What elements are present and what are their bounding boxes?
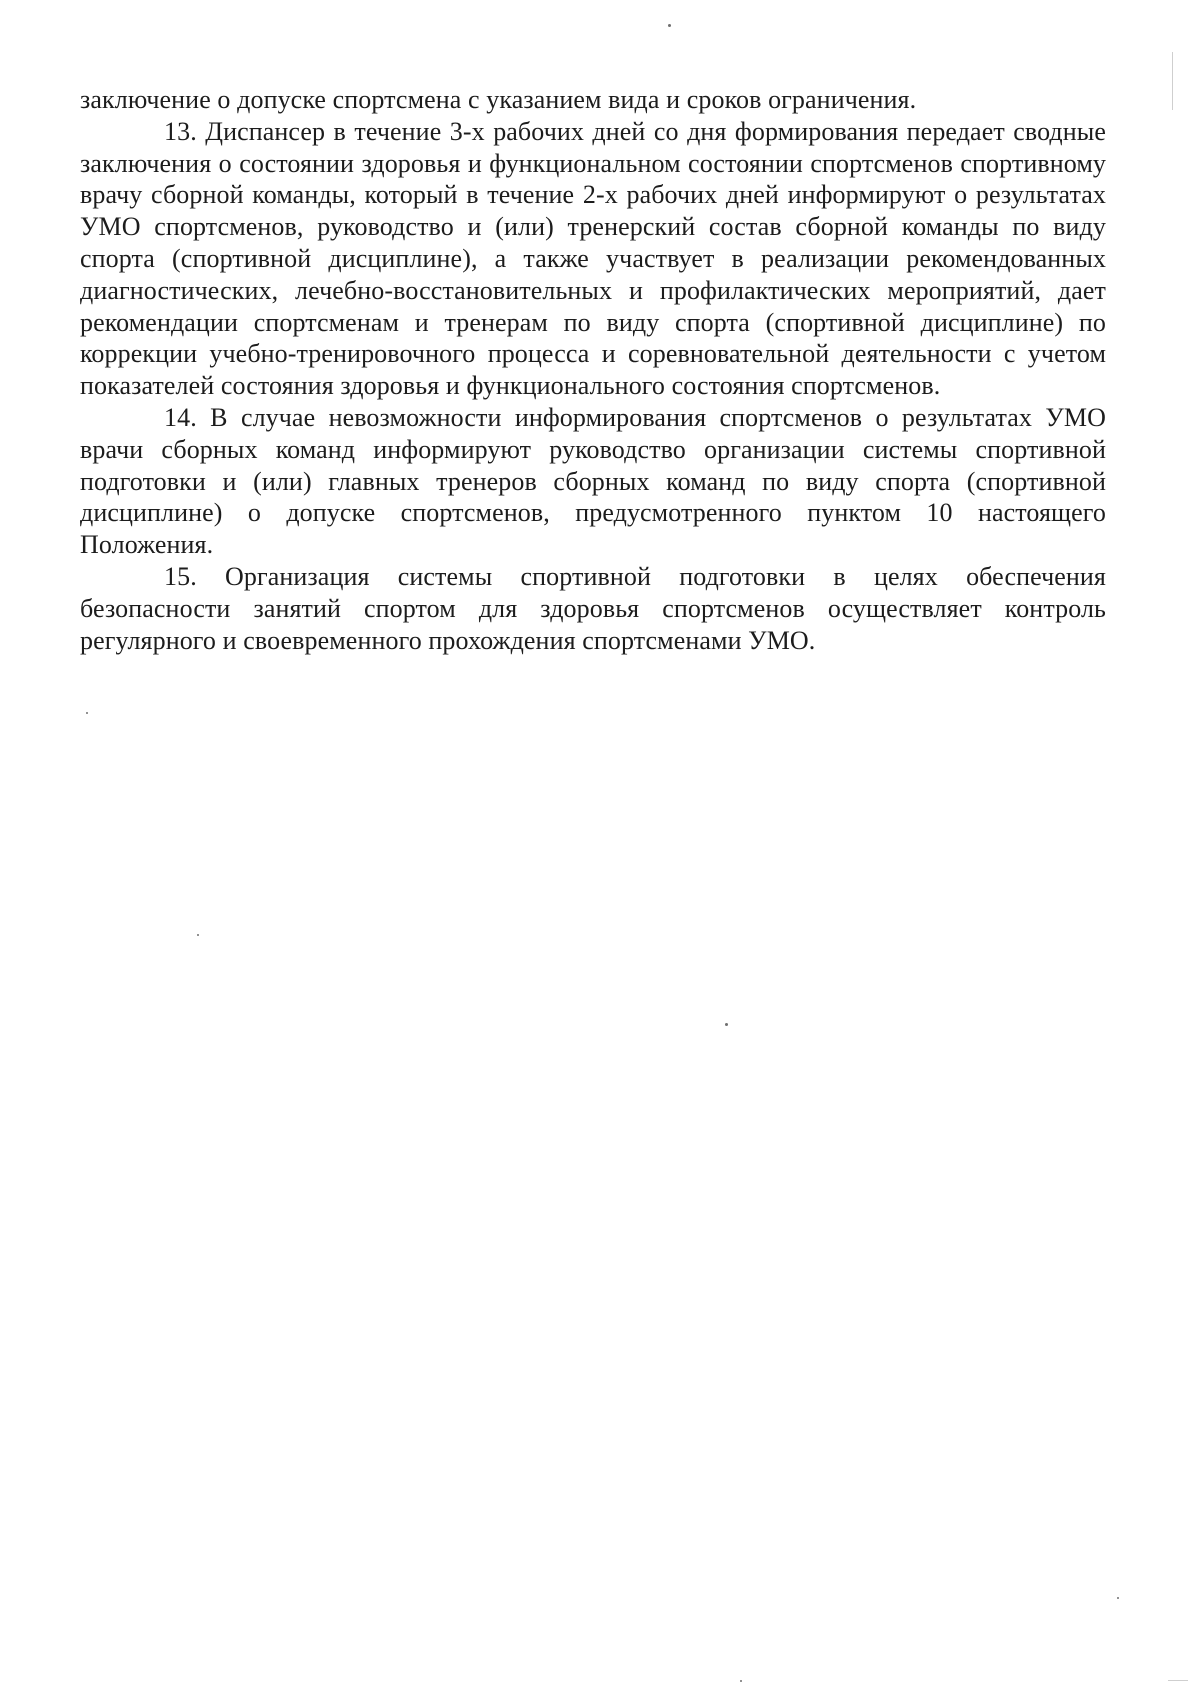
scan-speck <box>725 1023 728 1026</box>
scan-speck <box>1117 1597 1119 1599</box>
scan-edge-mark <box>1172 52 1173 110</box>
paragraph-15: 15. Организация системы спортивной подготовки в целях обеспечения безопасности занятий спортом для здоровья спортсменов осуществляет контроль регулярного и своевременного прохождения спортсменами УМО. <box>80 561 1106 655</box>
scan-speck <box>197 934 199 936</box>
scan-speck <box>668 24 671 27</box>
scan-speck <box>86 712 88 714</box>
scan-edge-mark <box>1168 1680 1188 1681</box>
paragraph-continuation: заключение о допуске спортсмена с указанием вида и сроков ограничения. <box>80 85 917 114</box>
document-body <box>80 84 1106 656</box>
scan-speck <box>740 1680 742 1682</box>
paragraph-13: 13. Диспансер в течение 3-х рабочих дней со дня формирования передает сводные заключения о состоянии здоровья и функциональном состоянии спортсменов спортивному врачу сборной команды, который в течение 2-х рабочих дней информируют о результатах УМО спортсменов, руководство и (или) тренерский состав сборной команды по виду спорта (спортивной дисциплине), а также участвует в реализации рекомендованных диагностических, лечебно-восстановительных и профилактических мероприятий, дает рекомендации спортсменам и тренерам по виду спорта (спортивной дисциплине) по коррекции учебно-тренировочного процесса и соревновательной деятельности с учетом показателей состояния здоровья и функционального состояния спортсменов. <box>80 116 1106 401</box>
paragraph-14: 14. В случае невозможности информирования спортсменов о результатах УМО врачи сборных команд информируют руководство организации системы спортивной подготовки и (или) главных тренеров сборных команд по виду спорта (спортивной дисциплине) о допуске спортсменов, предусмотренного пунктом 10 настоящего Положения. <box>80 402 1106 560</box>
